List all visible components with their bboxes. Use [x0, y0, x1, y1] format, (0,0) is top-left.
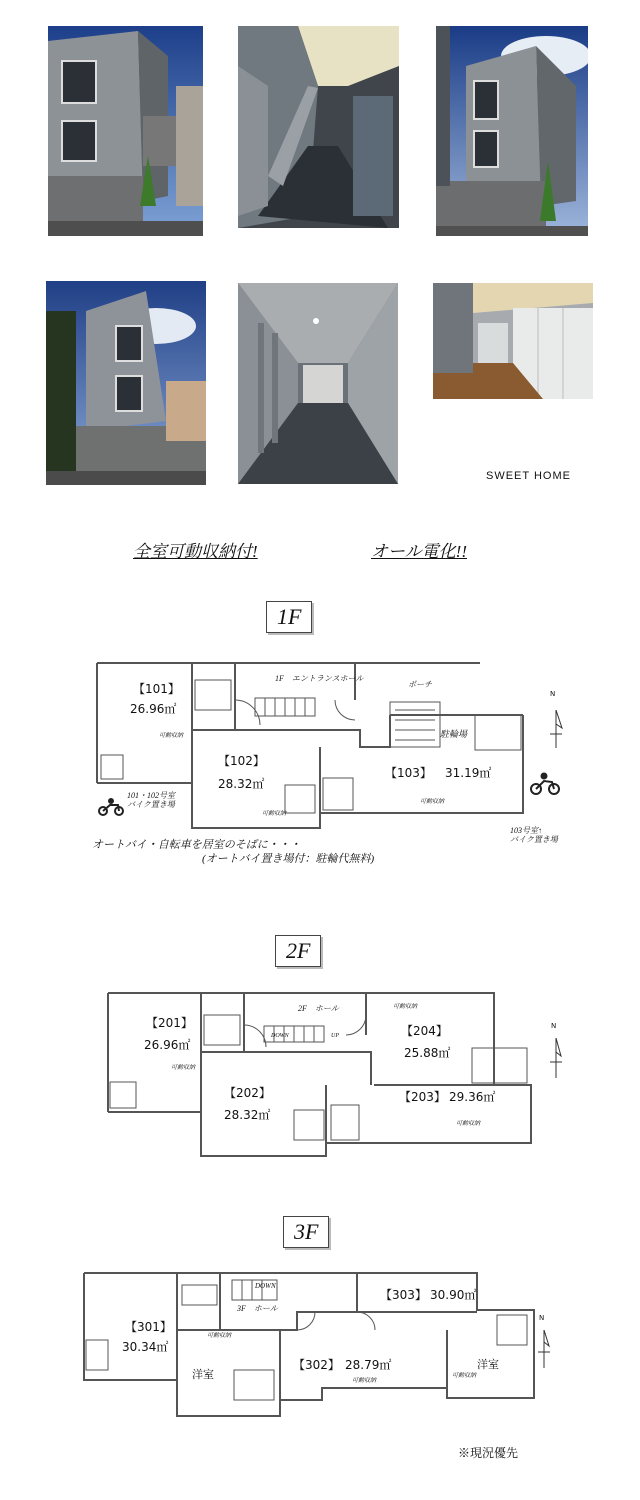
unit-102-number: 【102】 [218, 754, 265, 768]
brand-label: SWEET HOME [486, 470, 571, 482]
photo-exterior-front [48, 26, 203, 236]
hall-label-2f: 2F ホール [298, 1004, 339, 1013]
storage-label-201: 可動収納 [171, 1065, 196, 1071]
unit-204-area: 25.88㎡ [404, 1046, 451, 1060]
bike-caption [92, 838, 374, 866]
north-arrow-icon [537, 1324, 551, 1368]
room-label-western-301: 洋室 [192, 1368, 214, 1381]
footer-note: ※現況優先 [458, 1446, 519, 1460]
hall-label-1f: 1F エントランスホール [275, 674, 364, 683]
motorbike-icon [530, 772, 560, 796]
storage-label-302: 可動収納 [352, 1378, 377, 1384]
unit-301-area: 30.34㎡ [122, 1340, 169, 1354]
unit-302-number: 【302】 [293, 1358, 340, 1372]
bike-area-label: 駐輪場 [440, 729, 468, 739]
hall-label-3f: 3F ホール [237, 1304, 278, 1313]
bike-note-right [510, 826, 558, 844]
floor-plan-3f [82, 1270, 545, 1420]
north-label-2f: N [551, 1022, 557, 1030]
north-label-3f: N [539, 1314, 545, 1322]
unit-101-number: 【101】 [133, 682, 180, 696]
unit-204-number: 【204】 [401, 1024, 448, 1038]
bike-caption-line1: オートバイ・自転車を居室のそばに・・・ [92, 839, 301, 851]
unit-302-area: 28.79㎡ [345, 1358, 392, 1372]
unit-101-area: 26.96㎡ [130, 702, 177, 716]
motorbike-icon [98, 797, 124, 817]
north-arrow-icon [548, 700, 564, 748]
bike-note-left [127, 791, 175, 809]
unit-201-number: 【201】 [146, 1016, 193, 1030]
bike-note-left-line1: 101・102号室 [127, 791, 175, 800]
storage-label-103: 可動収納 [420, 799, 445, 805]
bike-note-right-line2: バイク置き場 [510, 835, 558, 844]
unit-103-area: 31.19㎡ [445, 766, 492, 780]
up-label-2f: UP [331, 1033, 339, 1039]
storage-label-301: 可動収納 [207, 1333, 232, 1339]
unit-203-area: 29.36㎡ [449, 1090, 496, 1104]
storage-label-303: 可動収納 [452, 1373, 477, 1379]
storage-label-101: 可動収納 [159, 733, 184, 739]
down-label-2f: DOWN [271, 1033, 289, 1039]
floor-label-3f: 3F [283, 1216, 329, 1248]
storage-label-203: 可動収納 [456, 1121, 481, 1127]
floor-label-1f: 1F [266, 601, 312, 633]
bike-note-left-line2: バイク置き場 [127, 800, 175, 809]
unit-303-number: 【303】 [380, 1288, 427, 1302]
storage-label-102: 可動収納 [262, 811, 287, 817]
unit-103-number: 【103】 [385, 766, 432, 780]
north-label-1f: N [550, 690, 556, 698]
floor-plan-2f [106, 990, 536, 1160]
down-label-3f: DOWN [255, 1282, 276, 1290]
room-label-western-303: 洋室 [477, 1358, 499, 1371]
unit-102-area: 28.32㎡ [218, 777, 265, 791]
photo-interior-room [433, 283, 593, 399]
unit-202-area: 28.32㎡ [224, 1108, 271, 1122]
photo-entrance-stairs [238, 26, 399, 228]
feature-storage: 全室可動収納付! [133, 542, 258, 561]
photo-exterior-corner [436, 26, 588, 236]
floor-label-2f: 2F [275, 935, 321, 967]
unit-203-number: 【203】 [399, 1090, 446, 1104]
bike-note-right-line1: 103号室↑ [510, 826, 542, 835]
storage-label-204: 可動収納 [393, 1004, 418, 1010]
porch-label: ポーチ [408, 680, 432, 689]
unit-303-area: 30.90㎡ [430, 1288, 477, 1302]
unit-201-area: 26.96㎡ [144, 1038, 191, 1052]
unit-202-number: 【202】 [224, 1086, 271, 1100]
north-arrow-icon [549, 1032, 563, 1078]
unit-301-number: 【301】 [125, 1320, 172, 1334]
bike-caption-line2: (オートバイ置き場付：駐輪代無料) [202, 853, 375, 865]
photo-corridor [238, 283, 398, 484]
feature-all-electric: オール電化!! [371, 542, 467, 561]
photo-exterior-side [46, 281, 206, 485]
